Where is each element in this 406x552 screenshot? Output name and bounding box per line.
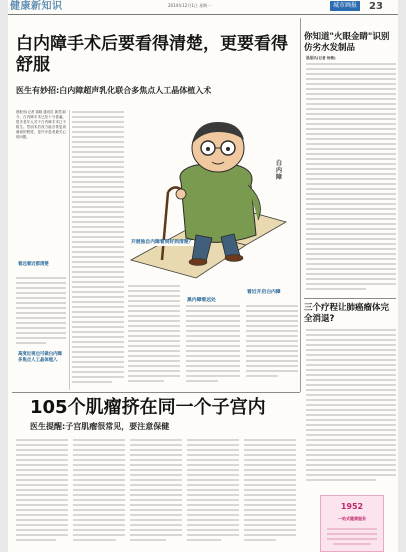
- date-line: 2014年12月1日 星期一: [168, 3, 212, 8]
- caption-2: 黑内障看远处: [187, 298, 216, 303]
- main-lead-text: 晨报讯(记者 钱晓 通讯员 龚君)如今，白内障手术已经十分普遍，很多老年人对于白内障手术已不陌生。然而术后视力能否恢复到满意的程度，是许多患者最关心的问题。: [16, 110, 66, 139]
- text-lines: [306, 328, 396, 490]
- text-lines: [128, 284, 298, 390]
- text-lines: [16, 276, 66, 350]
- caption-3: 看近开启白内障: [247, 290, 281, 295]
- sidebar-1-byline: 晨报讯(记者 杨敏): [306, 56, 336, 60]
- main-article-title: 白内障手术后要看得清楚，更要看得舒服: [16, 34, 288, 75]
- caption-1: 开展独自内障看到好到清楚？: [131, 240, 194, 245]
- sidebar-1-text-block: [306, 62, 396, 296]
- text-lines: [306, 62, 396, 296]
- advertisement: [320, 495, 384, 552]
- elderly-man-with-cane-cartoon-icon: [126, 110, 298, 280]
- bottom-article-title: 105个肌瘤挤在同一个子宫内: [30, 397, 266, 418]
- text-lines: [16, 438, 298, 548]
- sidebar-1-title: 你知道"火眼金睛"识别仿劣水发制品: [304, 32, 390, 53]
- section-name: 健康新知识: [10, 1, 63, 12]
- main-text-block: [16, 276, 66, 350]
- main-illustration: [126, 110, 298, 280]
- bottom-article-subtitle: 医生提醒:子宫肌瘤很常见，要注意保健: [30, 422, 170, 431]
- page-number: 23: [369, 1, 383, 12]
- main-text-block: [128, 284, 298, 390]
- sidebar-2-text-block: [306, 328, 396, 490]
- main-heading-1: 看远看近都清楚: [18, 262, 49, 267]
- ad-slogan: 一站式健康服务: [338, 516, 366, 521]
- sidebar-rule: [300, 18, 301, 392]
- bottom-article-divider: [12, 392, 300, 393]
- sidebar-2-title: 三个疗程让肺癌瘤体完全消退?: [304, 303, 390, 324]
- brand-badge: 城市画报: [330, 1, 360, 11]
- bottom-text-block: [16, 438, 298, 548]
- sidebar-divider: [304, 298, 396, 299]
- main-heading-2: 高度近视也可做白内障多焦点人工晶体植入: [18, 352, 62, 363]
- illustration-signature: 白内障: [276, 160, 283, 181]
- main-article-subtitle: 医生有妙招:白内障超声乳化联合多焦点人工晶体植入术: [16, 86, 212, 95]
- main-text-block: [72, 110, 124, 390]
- newspaper-page: [8, 0, 398, 552]
- ad-number: 1952: [340, 502, 364, 511]
- text-lines: [72, 110, 124, 390]
- column-rule: [69, 110, 70, 390]
- page-header: [8, 0, 398, 15]
- ad-text-lines: [323, 526, 381, 548]
